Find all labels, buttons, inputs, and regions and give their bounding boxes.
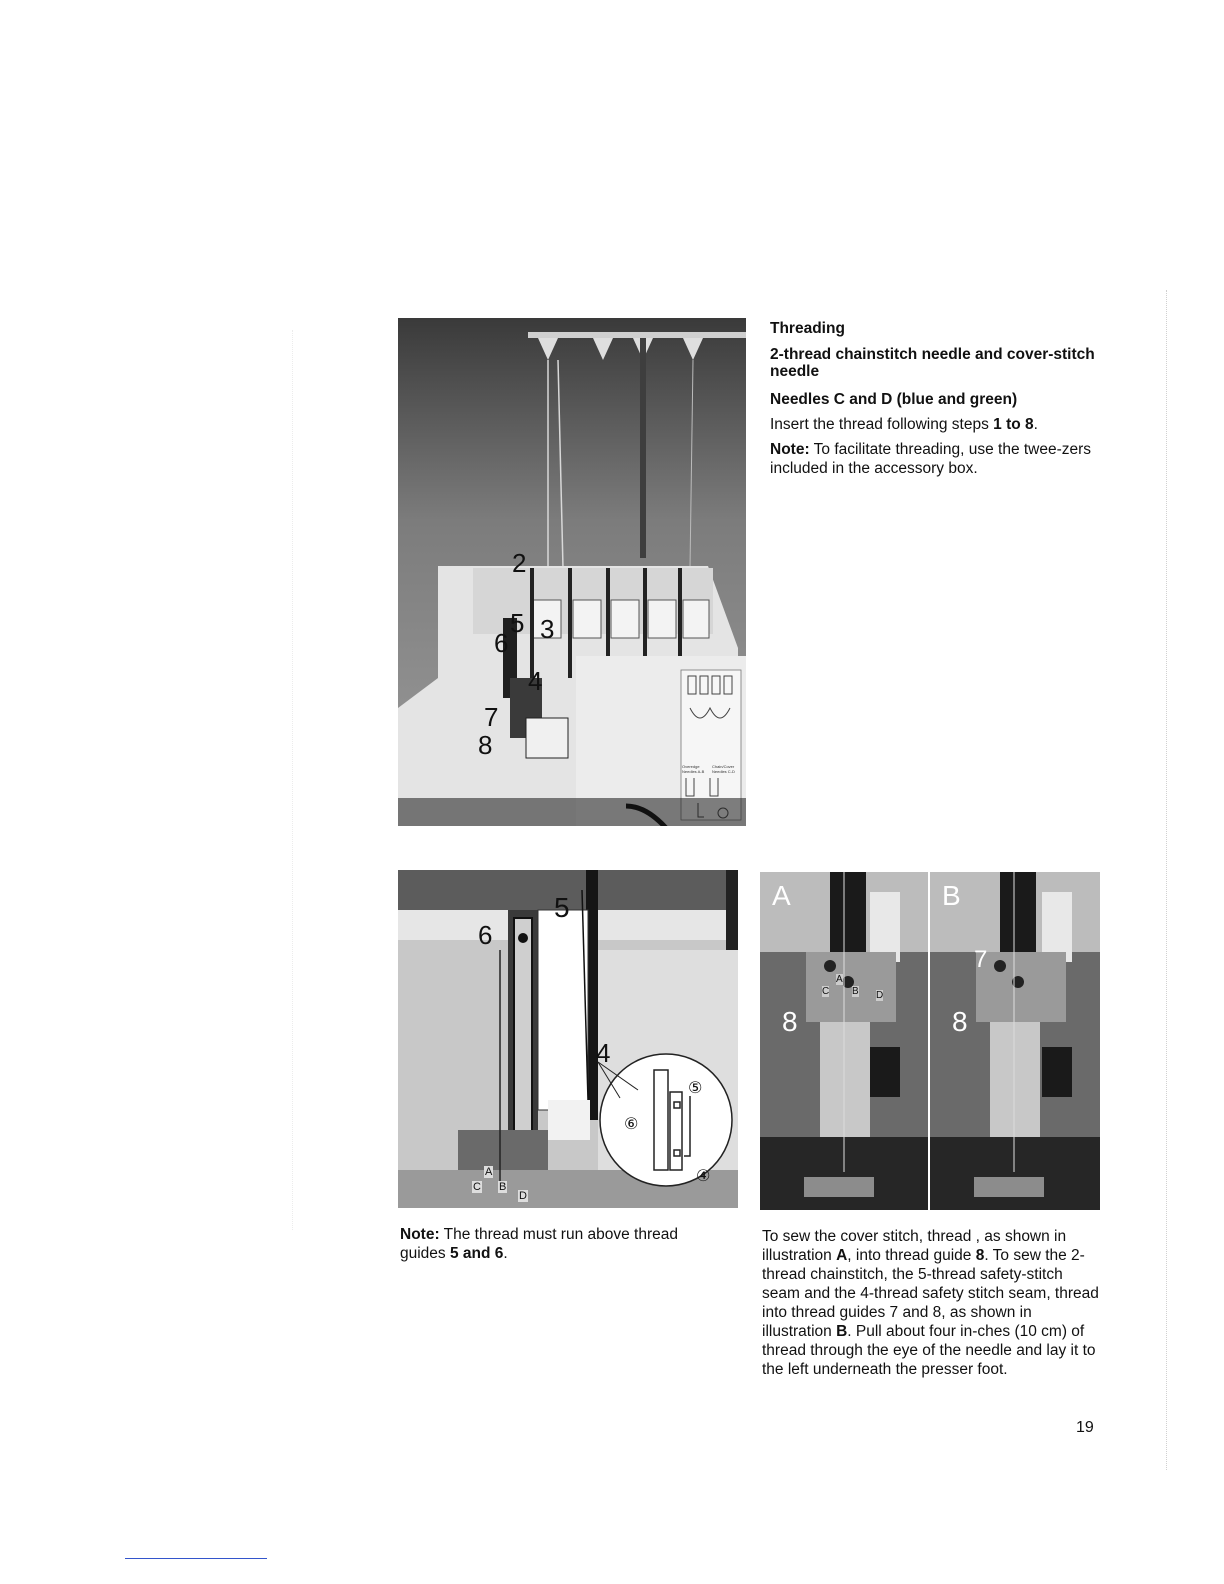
- needle-comparison-illustration: [760, 872, 1100, 1210]
- callout-4: 4: [528, 666, 543, 696]
- guides-plate-letter-c: C: [473, 1181, 481, 1193]
- guides-note-caption: [400, 1225, 720, 1263]
- guides-callout-6: 6: [478, 920, 493, 950]
- serger-illustration: [398, 318, 746, 826]
- panel-b-drawing: [930, 872, 1100, 1210]
- plate-letter-c: C: [822, 986, 830, 997]
- cover-stitch-caption: [762, 1227, 1102, 1379]
- panel-label-b: B: [942, 880, 961, 911]
- guides-note-label: Note:: [400, 1226, 440, 1243]
- top-note-label: Note:: [770, 441, 810, 458]
- diagram-label-overedge: Overedge Needles A-B: [682, 764, 705, 774]
- top-note-text: To facilitate threading, use the twee-zers included in the accessory box.: [770, 441, 1092, 477]
- scan-edge-right: [1166, 290, 1168, 1470]
- panel-b-callout-7: 7: [974, 946, 988, 973]
- panel-a-drawing: [760, 872, 928, 1210]
- callout-5: 5: [510, 608, 525, 638]
- section-heading: Threading: [770, 320, 845, 337]
- guides-note-bold: 5 and 6: [449, 1245, 504, 1262]
- top-note: [770, 440, 1100, 478]
- caption-bold-a: A: [836, 1247, 848, 1264]
- needles-label: Needles C and D (blue and green): [770, 391, 1018, 408]
- caption-bold-b: B: [836, 1323, 848, 1340]
- plate-letter-b: B: [852, 986, 859, 997]
- guides-callout-5: 5: [554, 892, 570, 923]
- guides-callout-4: 4: [596, 1038, 611, 1068]
- footer-rule: [125, 1558, 267, 1559]
- thread-guides-photo: [398, 870, 738, 1208]
- instruction-text: [770, 415, 1110, 434]
- guides-plate-letter-a: A: [485, 1166, 493, 1178]
- callout-7: 7: [484, 702, 499, 732]
- caption-part-2: , into thread guide: [847, 1247, 976, 1264]
- plate-letter-d: D: [876, 990, 884, 1001]
- main-threading-photo: [398, 318, 746, 826]
- callout-2: 2: [512, 548, 527, 578]
- inset-marker-4: ④: [696, 1166, 711, 1185]
- callout-3: 3: [540, 614, 555, 644]
- caption-part-4: . Pull about four in-ches (10 cm) of thread through the eye of the needle and lay it to the left underneath the presser foot.: [762, 1323, 1096, 1378]
- instruction-steps: 1 to 8: [993, 416, 1034, 433]
- caption-part-1: To sew the cover stitch, thread , as shown in illustration: [762, 1228, 1067, 1264]
- panel-b-callout-8: 8: [952, 1006, 968, 1037]
- inset-marker-6: ⑥: [624, 1114, 639, 1133]
- caption-bold-8: 8: [975, 1247, 985, 1264]
- page-number: 19: [1076, 1419, 1094, 1436]
- callout-6: 6: [494, 628, 509, 658]
- section-subheading: 2-thread chainstitch needle and cover-stitch needle: [770, 346, 1095, 380]
- guides-plate-letter-b: B: [499, 1181, 507, 1193]
- diagram-label-chain-cover: Chain/Cover Needles C-D: [712, 764, 735, 774]
- callout-8: 8: [478, 730, 493, 760]
- panel-a-callout-8: 8: [782, 1006, 798, 1037]
- panel-label-a: A: [772, 880, 791, 911]
- guides-note-text: The thread must run above thread guides: [400, 1226, 678, 1262]
- guides-note-suffix: .: [503, 1245, 508, 1262]
- instruction-prefix: Insert the thread following steps: [770, 416, 994, 433]
- caption-part-3: . To sew the 2-thread chainstitch, the 5-thread safety-stitch seam and the 4-thread safety stitch seam, thread into thread guides 7 and 8, as shown in illustration: [762, 1247, 1099, 1340]
- plate-letter-a: A: [836, 974, 843, 985]
- instruction-suffix: .: [1033, 416, 1038, 433]
- inset-marker-5: ⑤: [688, 1078, 703, 1097]
- scan-edge-left: [292, 330, 294, 1230]
- guides-plate-letter-d: D: [519, 1190, 527, 1202]
- illustration-a-b-photo: [760, 872, 1100, 1210]
